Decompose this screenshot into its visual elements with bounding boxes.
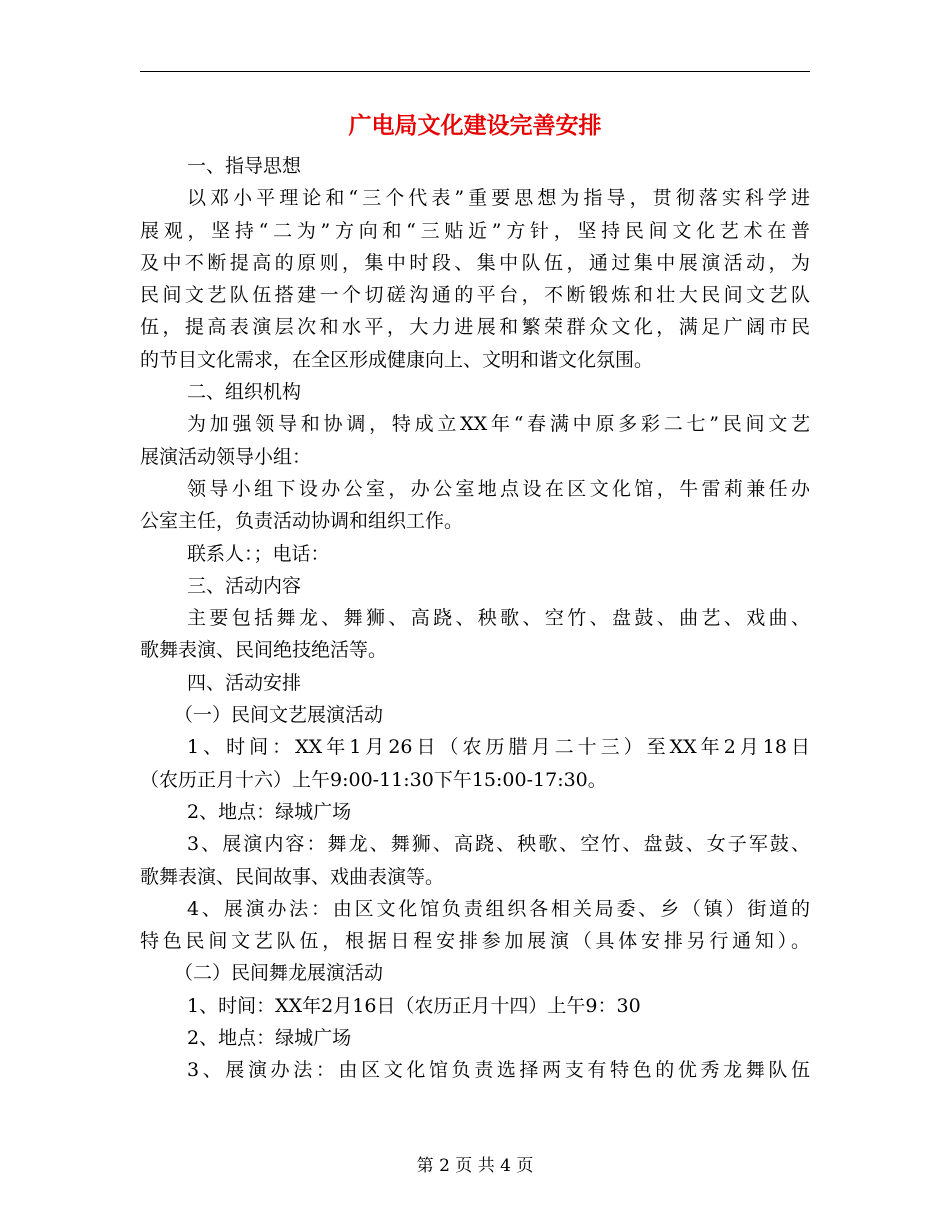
text-line: 1、时间：XX年2月16日（农历正月十四）上午9：30: [187, 994, 641, 1017]
text-line: 歌舞表演、民间绝技绝活等。: [140, 639, 388, 662]
document-body: [140, 150, 810, 1087]
text-line: 展演活动领导小组：: [140, 445, 312, 468]
text-line: （二）民间舞龙展演活动: [174, 962, 384, 985]
text-line: 展观，坚持“二为”方向和“三贴近”方针，坚持民间文化艺术在普: [140, 219, 810, 242]
text-line: 主要包括舞龙、舞狮、高跷、秧歌、空竹、盘鼓、曲艺、戏曲、: [187, 607, 810, 630]
text-line: 歌舞表演、民间故事、戏曲表演等。: [140, 865, 445, 888]
text-line: 联系人：；电话：: [187, 542, 330, 565]
document-title: 广电局文化建设完善安排: [348, 113, 602, 139]
text-line: 三、活动内容: [187, 574, 302, 597]
text-line: 领导小组下设办公室，办公室地点设在区文化馆，牛雷莉兼任办: [187, 477, 810, 500]
text-line: 民间文艺队伍搭建一个切磋沟通的平台，不断锻炼和壮大民间文艺队: [140, 284, 810, 307]
text-line: 及中不断提高的原则，集中时段、集中队伍，通过集中展演活动，为: [140, 251, 810, 274]
text-line: 4、展演办法：由区文化馆负责组织各相关局委、乡（镇）街道的: [187, 897, 810, 920]
text-line: （农历正月十六）上午9:00-11:30下午15:00-17:30。: [140, 768, 607, 791]
text-line: 3、展演内容：舞龙、舞狮、高跷、秧歌、空竹、盘鼓、女子军鼓、: [187, 833, 810, 856]
header-rule: [140, 71, 810, 72]
text-line: 2、地点：绿城广场: [187, 1027, 352, 1050]
text-line: 3、展演办法：由区文化馆负责选择两支有特色的优秀龙舞队伍: [187, 1059, 810, 1082]
text-line: 一、指导思想: [187, 155, 302, 177]
text-line: 伍，提高表演层次和水平，大力进展和繁荣群众文化，满足广阔市民: [140, 316, 810, 339]
text-line: 公室主任，负责活动协调和组织工作。: [140, 510, 464, 533]
text-line: 二、组织机构: [187, 381, 302, 404]
text-line: 特色民间文艺队伍，根据日程安排参加展演（具体安排另行通知）。: [140, 930, 810, 953]
page-number: 第 2 页 共 4 页: [416, 1156, 534, 1176]
text-line: 为加强领导和协调，特成立XX年“春满中原多彩二七”民间文艺: [187, 413, 810, 436]
text-line: 四、活动安排: [187, 671, 302, 694]
text-line: 1、时间：XX年1月26日（农历腊月二十三）至XX年2月18日: [187, 736, 810, 759]
text-line: 的节目文化需求，在全区形成健康向上、文明和谐文化氛围。: [140, 348, 654, 371]
text-line: 2、地点：绿城广场: [187, 800, 352, 823]
text-line: 以邓小平理论和“三个代表”重要思想为指导，贯彻落实科学进: [187, 187, 810, 210]
text-line: （一）民间文艺展演活动: [174, 704, 384, 727]
